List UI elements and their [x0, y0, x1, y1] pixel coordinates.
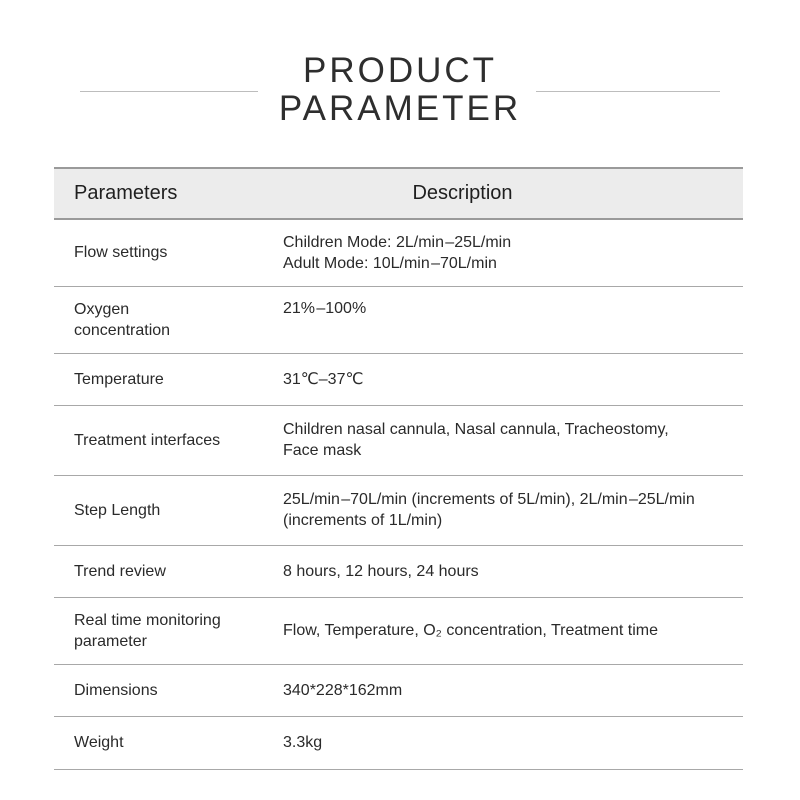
param-value-line: Children nasal cannula, Nasal cannula, Tracheostomy, — [283, 421, 669, 438]
page-title — [0, 52, 800, 128]
table-row — [54, 597, 743, 664]
param-name-line: concentration — [74, 321, 171, 339]
param-name — [54, 716, 262, 769]
param-name-line: Treatment interfaces — [74, 431, 221, 449]
param-name — [54, 219, 262, 286]
header-parameters: Parameters — [54, 168, 262, 219]
param-value — [262, 716, 743, 769]
param-value-line: 340*228*162mm — [283, 681, 403, 699]
param-name — [54, 286, 262, 353]
param-name-line: parameter — [74, 632, 147, 650]
param-value-line: 8 hours, 12 hours, 24 hours — [283, 562, 479, 580]
param-value-line: 25L/min –70L/min (increments of 5L/min), 2L/min –25L/min — [283, 491, 695, 508]
param-value — [262, 286, 743, 353]
header-description: Description — [262, 168, 743, 219]
param-name-line: Temperature — [74, 370, 164, 388]
param-name — [54, 597, 262, 664]
param-value — [262, 219, 743, 286]
table-row — [54, 286, 743, 353]
param-value-line: Adult Mode: 10L/min –70L/min — [283, 254, 497, 272]
param-name-line: Weight — [74, 734, 124, 751]
param-value — [262, 405, 743, 475]
param-value-line: Children Mode: 2L/min –25L/min — [283, 233, 512, 251]
param-value — [262, 475, 743, 545]
parameter-table — [54, 167, 743, 770]
param-value-line: 31℃–37℃ — [283, 370, 364, 388]
param-name-line: Real time monitoring — [74, 611, 221, 629]
param-name-line: Flow settings — [74, 244, 168, 262]
param-value — [262, 545, 743, 597]
param-value — [262, 664, 743, 716]
param-name-line: Trend review — [74, 562, 166, 580]
table-row — [54, 716, 743, 769]
page-title-line-2: PARAMETER — [278, 89, 522, 128]
param-value-line: Face mask — [283, 442, 362, 459]
param-value — [262, 597, 743, 664]
param-value-line: 3.3kg — [283, 734, 323, 751]
param-name-line: Oxygen — [74, 300, 130, 318]
param-value-line: (increments of 1L/min) — [283, 512, 443, 529]
table-header-row — [54, 168, 743, 219]
param-value-line: 21% –100% — [283, 299, 367, 317]
page-title-block — [0, 52, 800, 142]
table-row — [54, 405, 743, 475]
param-name-line: Step Length — [74, 501, 161, 519]
param-name — [54, 353, 262, 405]
table-row — [54, 219, 743, 286]
param-name — [54, 405, 262, 475]
table-row — [54, 664, 743, 716]
table-row — [54, 545, 743, 597]
param-value-line: Flow, Temperature, O₂ concentration, Treatment time — [283, 622, 658, 639]
table-row — [54, 353, 743, 405]
table-row — [54, 475, 743, 545]
page-title-line-1: PRODUCT — [302, 51, 498, 90]
param-name — [54, 475, 262, 545]
param-value — [262, 353, 743, 405]
param-name — [54, 545, 262, 597]
param-name-line: Dimensions — [74, 681, 158, 699]
param-name — [54, 664, 262, 716]
